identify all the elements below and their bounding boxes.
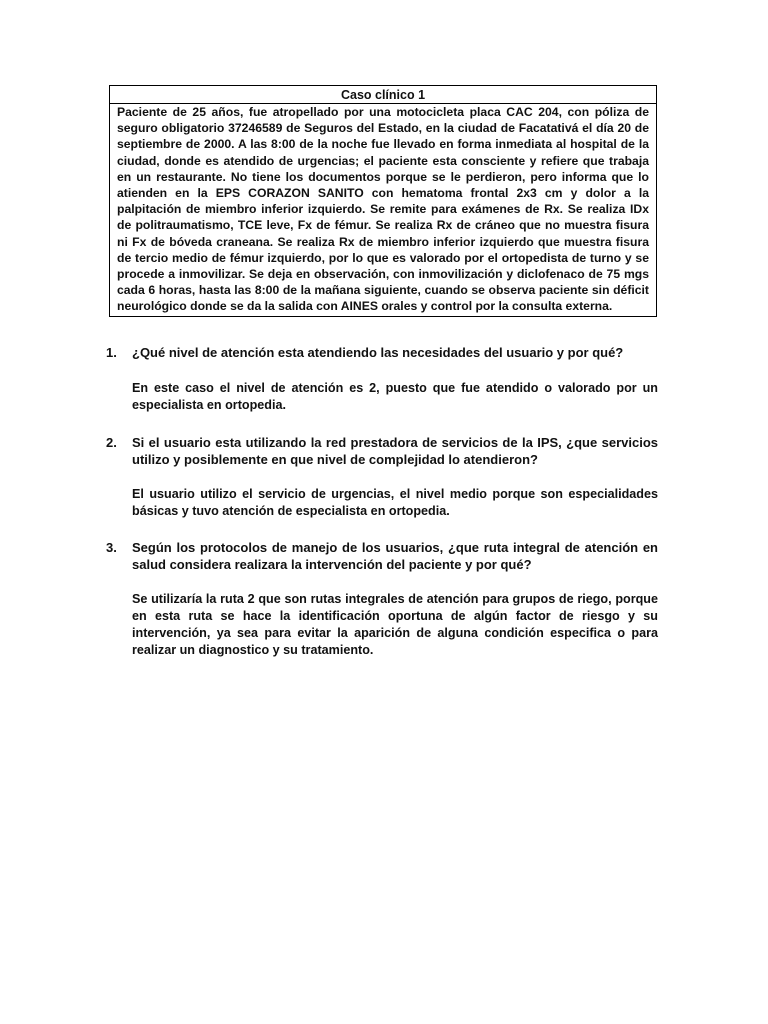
answer-text: En este caso el nivel de atención es 2, puesto que fue atendido o valorado por un especialista en ortopedia.: [132, 381, 658, 412]
question-item-2: [106, 434, 658, 520]
question-item-1: [106, 344, 658, 414]
question-list: [106, 344, 658, 659]
question-text: Si el usuario esta utilizando la red prestadora de servicios de la IPS, ¿que servicios utilizo y posiblemente en que nivel de complejidad lo atendieron?: [132, 435, 658, 467]
question-number: 1.: [106, 345, 117, 360]
question-text: ¿Qué nivel de atención esta atendiendo las necesidades del usuario y por qué?: [132, 345, 624, 360]
answer-text: El usuario utilizo el servicio de urgencias, el nivel medio porque son especialidades básicas y tuvo atención de especialista en ortopedia.: [132, 487, 658, 518]
question-number: 2.: [106, 435, 117, 450]
question-text: Según los protocolos de manejo de los usuarios, ¿que ruta integral de atención en salud considera realizara la intervención del paciente y por qué?: [132, 540, 658, 572]
question-number: 3.: [106, 540, 117, 555]
case-title: Caso clínico 1: [110, 86, 656, 104]
case-description: Paciente de 25 años, fue atropellado por una motocicleta placa CAC 204, con póliza de seguro obligatorio 37246589 de Seguros del Estado, en la ciudad de Facatativá el día 20 de septiembre de 2000. A las 8:00 de la noche fue llevado en forma inmediata al hospital de la ciudad, donde es atendido de urgencias; el paciente esta consciente y refiere que trabaja en un restaurante. No tiene los documentos porque se le perdieron, pero informa que lo atienden en la EPS CORAZON SANITO con hematoma frontal 2x3 cm y dolor a la palpitación de miembro inferior izquierdo. Se remite para exámenes de Rx. Se realiza IDx de politraumatismo, TCE leve, Fx de fémur. Se realiza Rx de cráneo que no muestra fisura ni Fx de bóveda craneana. Se realiza Rx de miembro inferior izquierdo que muestra fisura de tercio medio de fémur izquierdo, por lo que es valorado por el ortopedista de turno y se procede a inmovilizar. Se deja en observación, con inmovilización y diclofenaco de 75 mgs cada 6 horas, hasta las 8:00 de la mañana siguiente, cuando se observa paciente sin déficit neurológico donde se da la salida con AINES orales y control por la consulta externa.: [117, 105, 649, 314]
case-table: [109, 85, 657, 317]
question-item-3: [106, 539, 658, 659]
answer-text: Se utilizaría la ruta 2 que son rutas integrales de atención para grupos de riego, porque en esta ruta se hace la identificación oportuna de algún factor de riesgo y su intervención, ya sea para evitar la aparición de alguna condición especifica o para realizar un diagnostico y su tratamiento.: [132, 592, 658, 657]
